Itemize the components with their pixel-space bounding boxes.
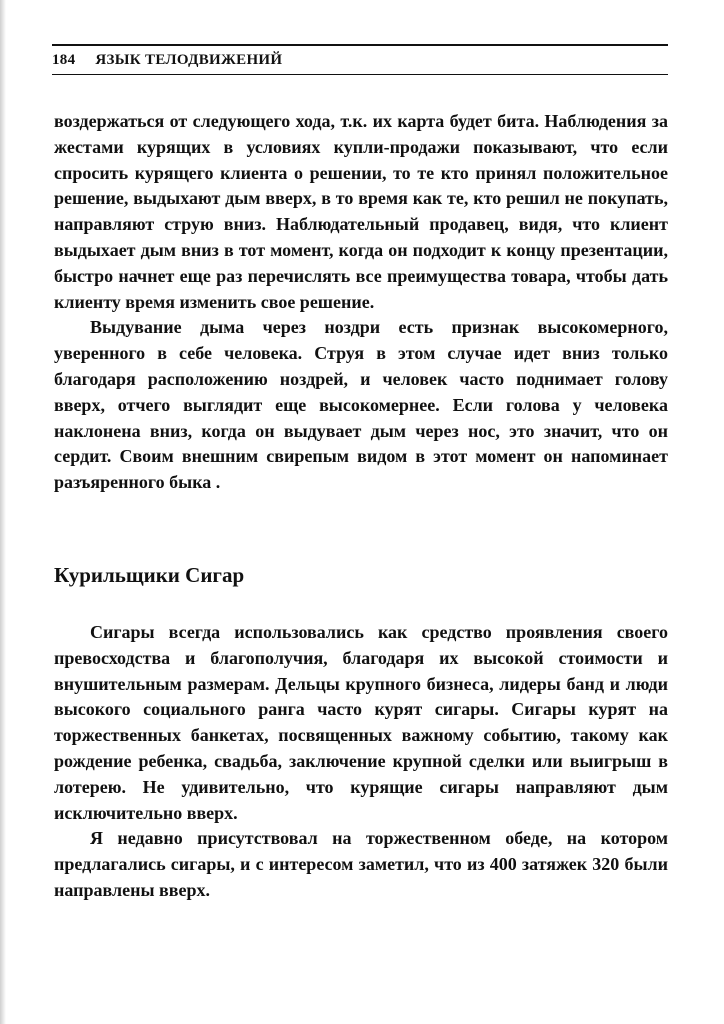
header-row (52, 52, 668, 69)
paragraph-continued: воздержаться от следующего хода, т.к. их карта будет бита. Наблюдения за жестами курящих в условиях купли-продажи показывают, что если спросить курящего клиента о решении, то те кто принял положительное решение, выдыхают дым вверх, в то время как те, кто решил не покупать, направляют струю вниз. Наблюдательный продавец, видя, что клиент выдыхает дым вниз в тот момент, когда он подходит к концу презентации, быстро начнет еще раз перечислять все преимущества товара, чтобы дать клиенту время изменить свое решение. (54, 111, 668, 312)
paragraph-dinner: Я недавно присутствовал на торжественном обеде, на котором предлагались сигары, и с интересом заметил, что из 400 затяжек 320 были направлены вверх. (54, 828, 668, 900)
page-number: 184 (52, 52, 76, 68)
page-body (54, 109, 668, 904)
section-title: Курильщики Сигар (54, 562, 245, 587)
paragraph-cigars: Сигары всегда использовались как средство проявления своего превосходства и благополучия, благодаря их высокой стоимости и внушительным размерам. Дельцы крупного бизнеса, лидеры банд и люди высокого социального ранга часто курят сигары. Сигары курят на торжественных банкетах, посвященных важному событию, такому как рождение ребенка, свадьба, заключение крупной сделки или выигрыш в лотерею. Не удивительно, что курящие сигары направляют дым исключительно вверх. (54, 621, 668, 823)
paragraph-smoke-nostrils: Выдувание дыма через ноздри есть признак высокомерного, уверенного в себе человека. Струя в этом случае идет вниз только благодаря расположению ноздрей, и человек часто поднимает голову вверх, отчего выглядит еще высокомернее. Если голова у человека наклонена вниз, когда он выдувает дым через нос, это значит, что он сердит. Своим внешним свирепым видом в этот момент он напоминает разъяренного быка . (54, 317, 668, 493)
running-header (52, 44, 668, 75)
header-rule-top (52, 44, 668, 46)
page-edge-shadow (0, 0, 6, 1024)
header-rule-bottom (52, 74, 668, 75)
running-title: ЯЗЫК ТЕЛОДВИЖЕНИЙ (95, 52, 283, 68)
